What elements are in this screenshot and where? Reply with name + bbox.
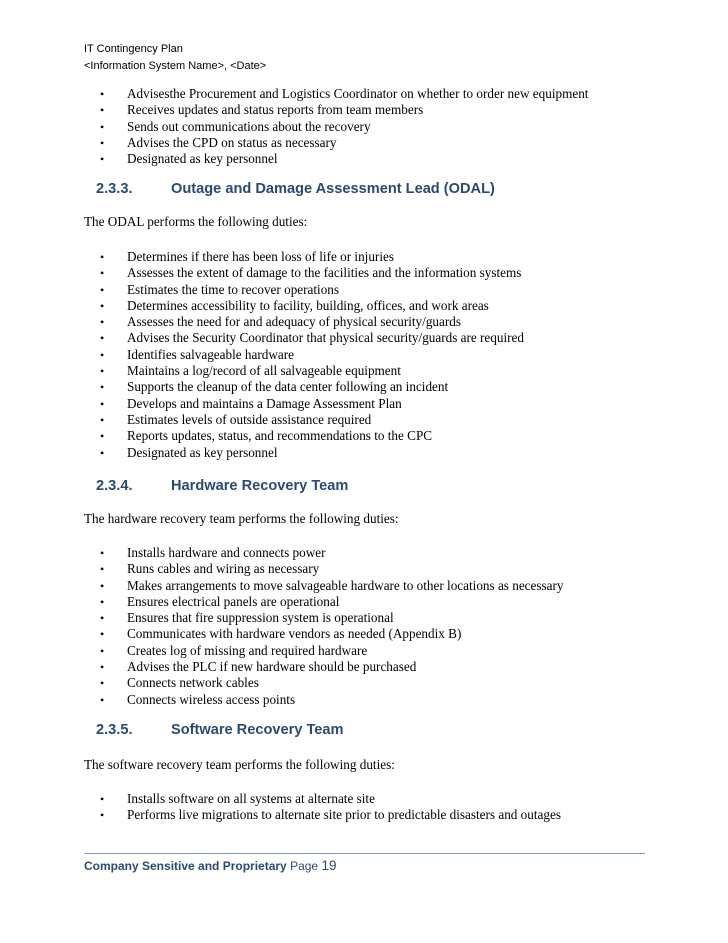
- section-heading-software: [96, 722, 344, 738]
- bullet-icon: •: [100, 282, 105, 297]
- section-intro-odal: The ODAL performs the following duties:: [84, 214, 308, 229]
- bullet-icon: •: [100, 119, 105, 134]
- section-heading-hardware: [96, 478, 348, 494]
- list-item-text: Determines accessibility to facility, building, offices, and work areas: [127, 297, 489, 313]
- list-item-text: Advises the CPD on status as necessary: [127, 134, 337, 150]
- bullet-icon: •: [100, 546, 105, 560]
- bullet-icon: •: [100, 429, 105, 444]
- list-item-text: Assesses the extent of damage to the facilities and the information systems: [127, 265, 522, 281]
- list-item-text: Advises the Security Coordinator that physical security/guards are required: [127, 330, 524, 346]
- section-intro-software: The software recovery team performs the following duties:: [84, 757, 395, 772]
- list-item: [100, 151, 588, 167]
- bullet-icon: •: [100, 643, 105, 658]
- bullet-icon: •: [100, 87, 105, 101]
- list-item: [100, 659, 563, 675]
- header-title: IT Contingency Plan: [84, 43, 183, 55]
- bullet-icon: •: [100, 250, 105, 264]
- list-item: [100, 330, 524, 346]
- list-item: [100, 282, 524, 298]
- bullet-icon: •: [100, 660, 105, 675]
- bullet-icon: •: [100, 380, 105, 395]
- bullet-list-odal: [100, 249, 524, 461]
- list-item: [100, 379, 524, 395]
- footer-page-word: Page: [290, 859, 319, 873]
- bullet-icon: •: [100, 578, 105, 593]
- list-item-text: Develops and maintains a Damage Assessment Plan: [127, 395, 402, 411]
- list-item-text: Communicates with hardware vendors as needed (Appendix B): [127, 626, 462, 642]
- list-item: [100, 347, 524, 363]
- list-item-text: Installs software on all systems at alternate site: [127, 791, 375, 806]
- list-item: [100, 265, 524, 281]
- list-item: [100, 396, 524, 412]
- bullet-icon: •: [100, 103, 105, 118]
- bullet-icon: •: [100, 445, 105, 460]
- section-title: Outage and Damage Assessment Lead (ODAL): [171, 181, 495, 197]
- footer-label: Company Sensitive and Proprietary: [84, 859, 287, 873]
- list-item-text: Estimates levels of outside assistance required: [127, 411, 372, 427]
- section-heading-odal: [96, 181, 495, 197]
- bullet-icon: •: [100, 611, 105, 626]
- bullet-icon: •: [100, 412, 105, 427]
- list-item: [100, 791, 561, 807]
- page-header: [84, 41, 266, 75]
- page-footer: [84, 858, 336, 873]
- list-item: [100, 561, 563, 577]
- list-item-text: Runs cables and wiring as necessary: [127, 561, 320, 577]
- bullet-icon: •: [100, 347, 105, 362]
- list-item-text: Designated as key personnel: [127, 444, 278, 460]
- list-item: [100, 119, 588, 135]
- page-number: 19: [321, 858, 337, 873]
- list-item: [100, 610, 563, 626]
- list-item-text: Ensures electrical panels are operational: [127, 593, 340, 609]
- list-item: [100, 643, 563, 659]
- list-item-text: Identifies salvageable hardware: [127, 346, 294, 362]
- list-item-text: Creates log of missing and required hardware: [127, 642, 368, 658]
- section-number: 2.3.3.: [96, 181, 133, 197]
- list-item-text: Connects wireless access points: [127, 691, 296, 707]
- list-item-text: Maintains a log/record of all salvageable equipment: [127, 363, 401, 379]
- list-item-text: Assesses the need for and adequacy of physical security/guards: [127, 314, 461, 330]
- footer-divider: [84, 853, 645, 854]
- bullet-icon: •: [100, 676, 105, 691]
- bullet-icon: •: [100, 792, 105, 806]
- list-item: [100, 675, 563, 691]
- section-title: Hardware Recovery Team: [171, 478, 349, 494]
- bullet-icon: •: [100, 315, 105, 330]
- bullet-icon: •: [100, 266, 105, 281]
- section-number: 2.3.4.: [96, 478, 133, 494]
- list-item: [100, 135, 588, 151]
- list-item: [100, 578, 563, 594]
- list-item: [100, 249, 524, 265]
- list-item: [100, 807, 561, 823]
- list-item: [100, 314, 524, 330]
- section-title: Software Recovery Team: [171, 722, 344, 738]
- bullet-icon: •: [100, 331, 105, 346]
- bullet-icon: •: [100, 808, 105, 823]
- bullet-icon: •: [100, 627, 105, 642]
- list-item-text: Connects network cables: [127, 675, 259, 691]
- list-item-text: Installs hardware and connects power: [127, 545, 326, 560]
- section-number: 2.3.5.: [96, 722, 133, 738]
- list-item: [100, 445, 524, 461]
- list-item: [100, 102, 588, 118]
- list-item-text: Determines if there has been loss of life or injuries: [127, 249, 394, 264]
- bullet-icon: •: [100, 692, 105, 707]
- bullet-list-software: [100, 791, 561, 824]
- bullet-icon: •: [100, 152, 105, 167]
- bullet-icon: •: [100, 135, 105, 150]
- list-item: [100, 298, 524, 314]
- list-item-text: Advises the PLC if new hardware should be purchased: [127, 659, 417, 675]
- bullet-icon: •: [100, 364, 105, 379]
- list-item: [100, 545, 563, 561]
- list-item-text: Performs live migrations to alternate site prior to predictable disasters and outages: [127, 807, 561, 823]
- bullet-list-top: [100, 86, 588, 167]
- bullet-icon: •: [100, 298, 105, 313]
- header-subtitle: <Information System Name>, <Date>: [84, 60, 267, 72]
- list-item-text: Supports the cleanup of the data center following an incident: [127, 379, 449, 395]
- list-item: [100, 363, 524, 379]
- list-item-text: Designated as key personnel: [127, 151, 278, 167]
- bullet-icon: •: [100, 594, 105, 609]
- list-item: [100, 692, 563, 708]
- list-item-text: Receives updates and status reports from team members: [127, 102, 424, 118]
- list-item-text: Estimates the time to recover operations: [127, 281, 340, 297]
- list-item-text: Reports updates, status, and recommendations to the CPC: [127, 428, 433, 444]
- list-item-text: Advisesthe Procurement and Logistics Coordinator on whether to order new equipment: [127, 86, 589, 101]
- list-item-text: Sends out communications about the recovery: [127, 118, 371, 134]
- list-item: [100, 412, 524, 428]
- list-item: [100, 86, 588, 102]
- list-item: [100, 626, 563, 642]
- bullet-list-hardware: [100, 545, 563, 708]
- list-item-text: Makes arrangements to move salvageable hardware to other locations as necessary: [127, 577, 564, 593]
- list-item-text: Ensures that fire suppression system is operational: [127, 610, 394, 626]
- bullet-icon: •: [100, 396, 105, 411]
- bullet-icon: •: [100, 562, 105, 577]
- section-intro-hardware: The hardware recovery team performs the following duties:: [84, 511, 399, 526]
- list-item: [100, 594, 563, 610]
- list-item: [100, 428, 524, 444]
